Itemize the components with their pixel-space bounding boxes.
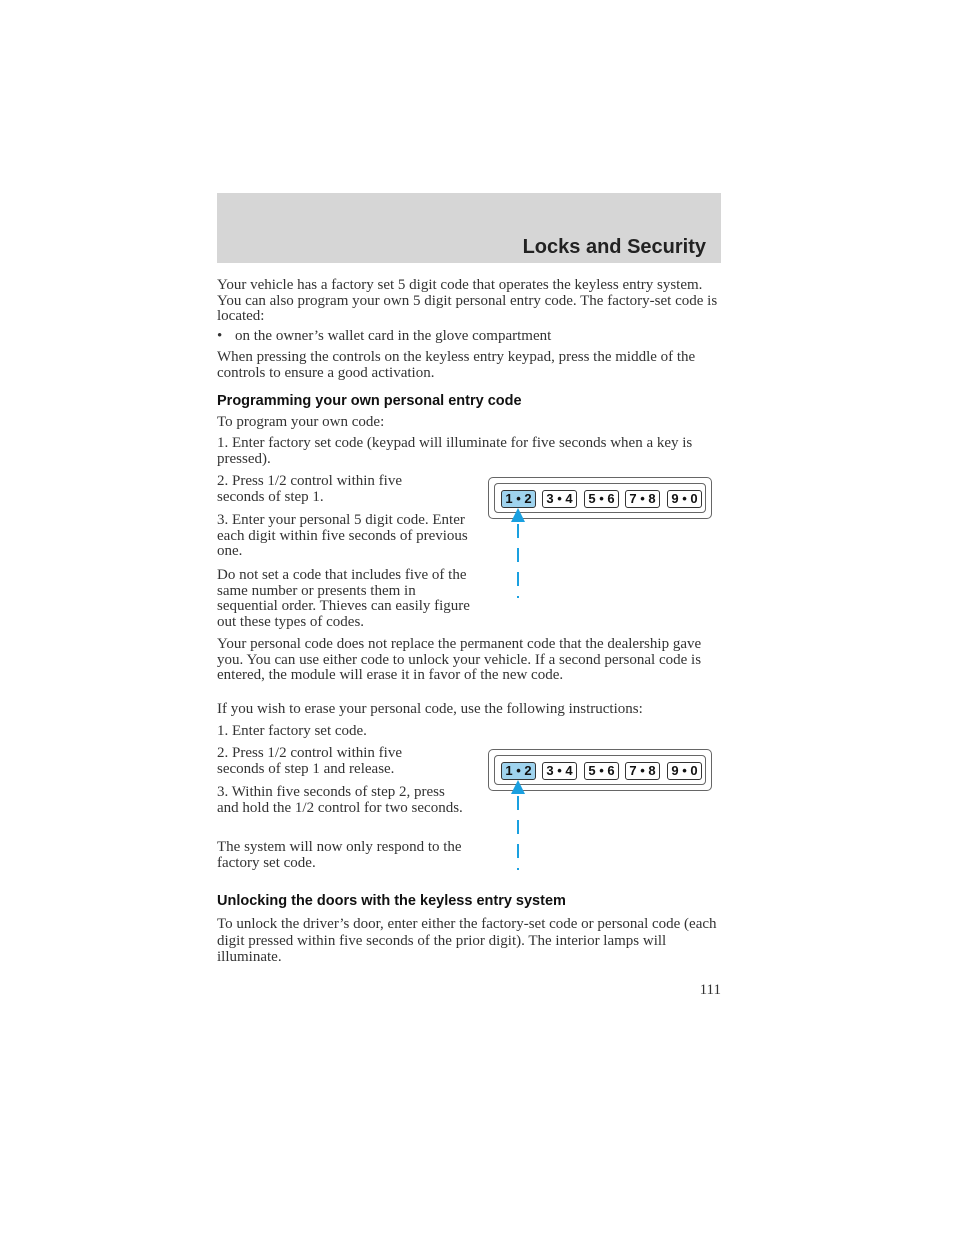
keypad-key-3-4: 3 • 4 bbox=[542, 762, 577, 780]
arrow-icon bbox=[510, 780, 526, 872]
programming-warning bbox=[217, 568, 727, 630]
arrow-icon bbox=[510, 508, 526, 600]
programming-intro: To program your own code: bbox=[217, 414, 385, 430]
section-header bbox=[217, 193, 721, 263]
keypad-key-3-4: 3 • 4 bbox=[542, 490, 577, 508]
keypad-key-9-0: 9 • 0 bbox=[667, 762, 702, 780]
warning-text: Do not set a code that includes five of the same number or presents them in sequential order. Thieves can easily figure out these types of codes. bbox=[217, 567, 470, 630]
programming-step-1: 1. Enter factory set code (keypad will illuminate for five seconds when a key is pressed). bbox=[217, 435, 693, 467]
erase-step-2: 2. Press 1/2 control within five seconds of step 1 and release. bbox=[217, 745, 402, 777]
keypad-key-7-8: 7 • 8 bbox=[625, 490, 660, 508]
keypad-key-1-2: 1 • 2 bbox=[501, 762, 536, 780]
programming-heading: Programming your own personal entry code bbox=[217, 393, 522, 409]
erase-result: The system will now only respond to the factory set code. bbox=[217, 839, 462, 871]
unlocking-heading: Unlocking the doors with the keyless entry system bbox=[217, 893, 566, 909]
page-number: 111 bbox=[699, 982, 721, 998]
bullet-symbol: • bbox=[217, 328, 223, 344]
bullet-text: on the owner’s wallet card in the glove compartment bbox=[235, 328, 552, 344]
personal-code-note: Your personal code does not replace the permanent code that the dealership gave you. You can use either code to unlock your vehicle. If a second personal code is entered, the module will erase it in favor of the new code. bbox=[217, 636, 702, 683]
section-title: Locks and Security bbox=[522, 236, 706, 258]
intro-paragraph: Your vehicle has a factory set 5 digit code that operates the keyless entry system. You can also program your own 5 digit personal entry code. The factory-set code is located: bbox=[217, 277, 718, 324]
keypad-key-7-8: 7 • 8 bbox=[625, 762, 660, 780]
programming-step-3: 3. Enter your personal 5 digit code. Enter each digit within five seconds of previous one. bbox=[217, 512, 468, 559]
erase-intro: If you wish to erase your personal code, use the following instructions: bbox=[217, 701, 643, 717]
programming-step-2: 2. Press 1/2 control within five seconds of step 1. bbox=[217, 473, 402, 505]
keypad-key-9-0: 9 • 0 bbox=[667, 490, 702, 508]
activation-paragraph: When pressing the controls on the keyless entry keypad, press the middle of the controls to ensure a good activation. bbox=[217, 349, 696, 381]
unlocking-paragraph: To unlock the driver’s door, enter either the factory-set code or personal code (each digit pressed within five seconds of the prior digit). The interior lamps will illuminate. bbox=[217, 916, 717, 965]
keypad-key-5-6: 5 • 6 bbox=[584, 490, 619, 508]
erase-step-3: 3. Within five seconds of step 2, press and hold the 1/2 control for two seconds. bbox=[217, 784, 463, 816]
erase-step-1: 1. Enter factory set code. bbox=[217, 723, 367, 739]
bullet-item bbox=[217, 329, 727, 345]
keypad-key-5-6: 5 • 6 bbox=[584, 762, 619, 780]
keypad-key-1-2: 1 • 2 bbox=[501, 490, 536, 508]
